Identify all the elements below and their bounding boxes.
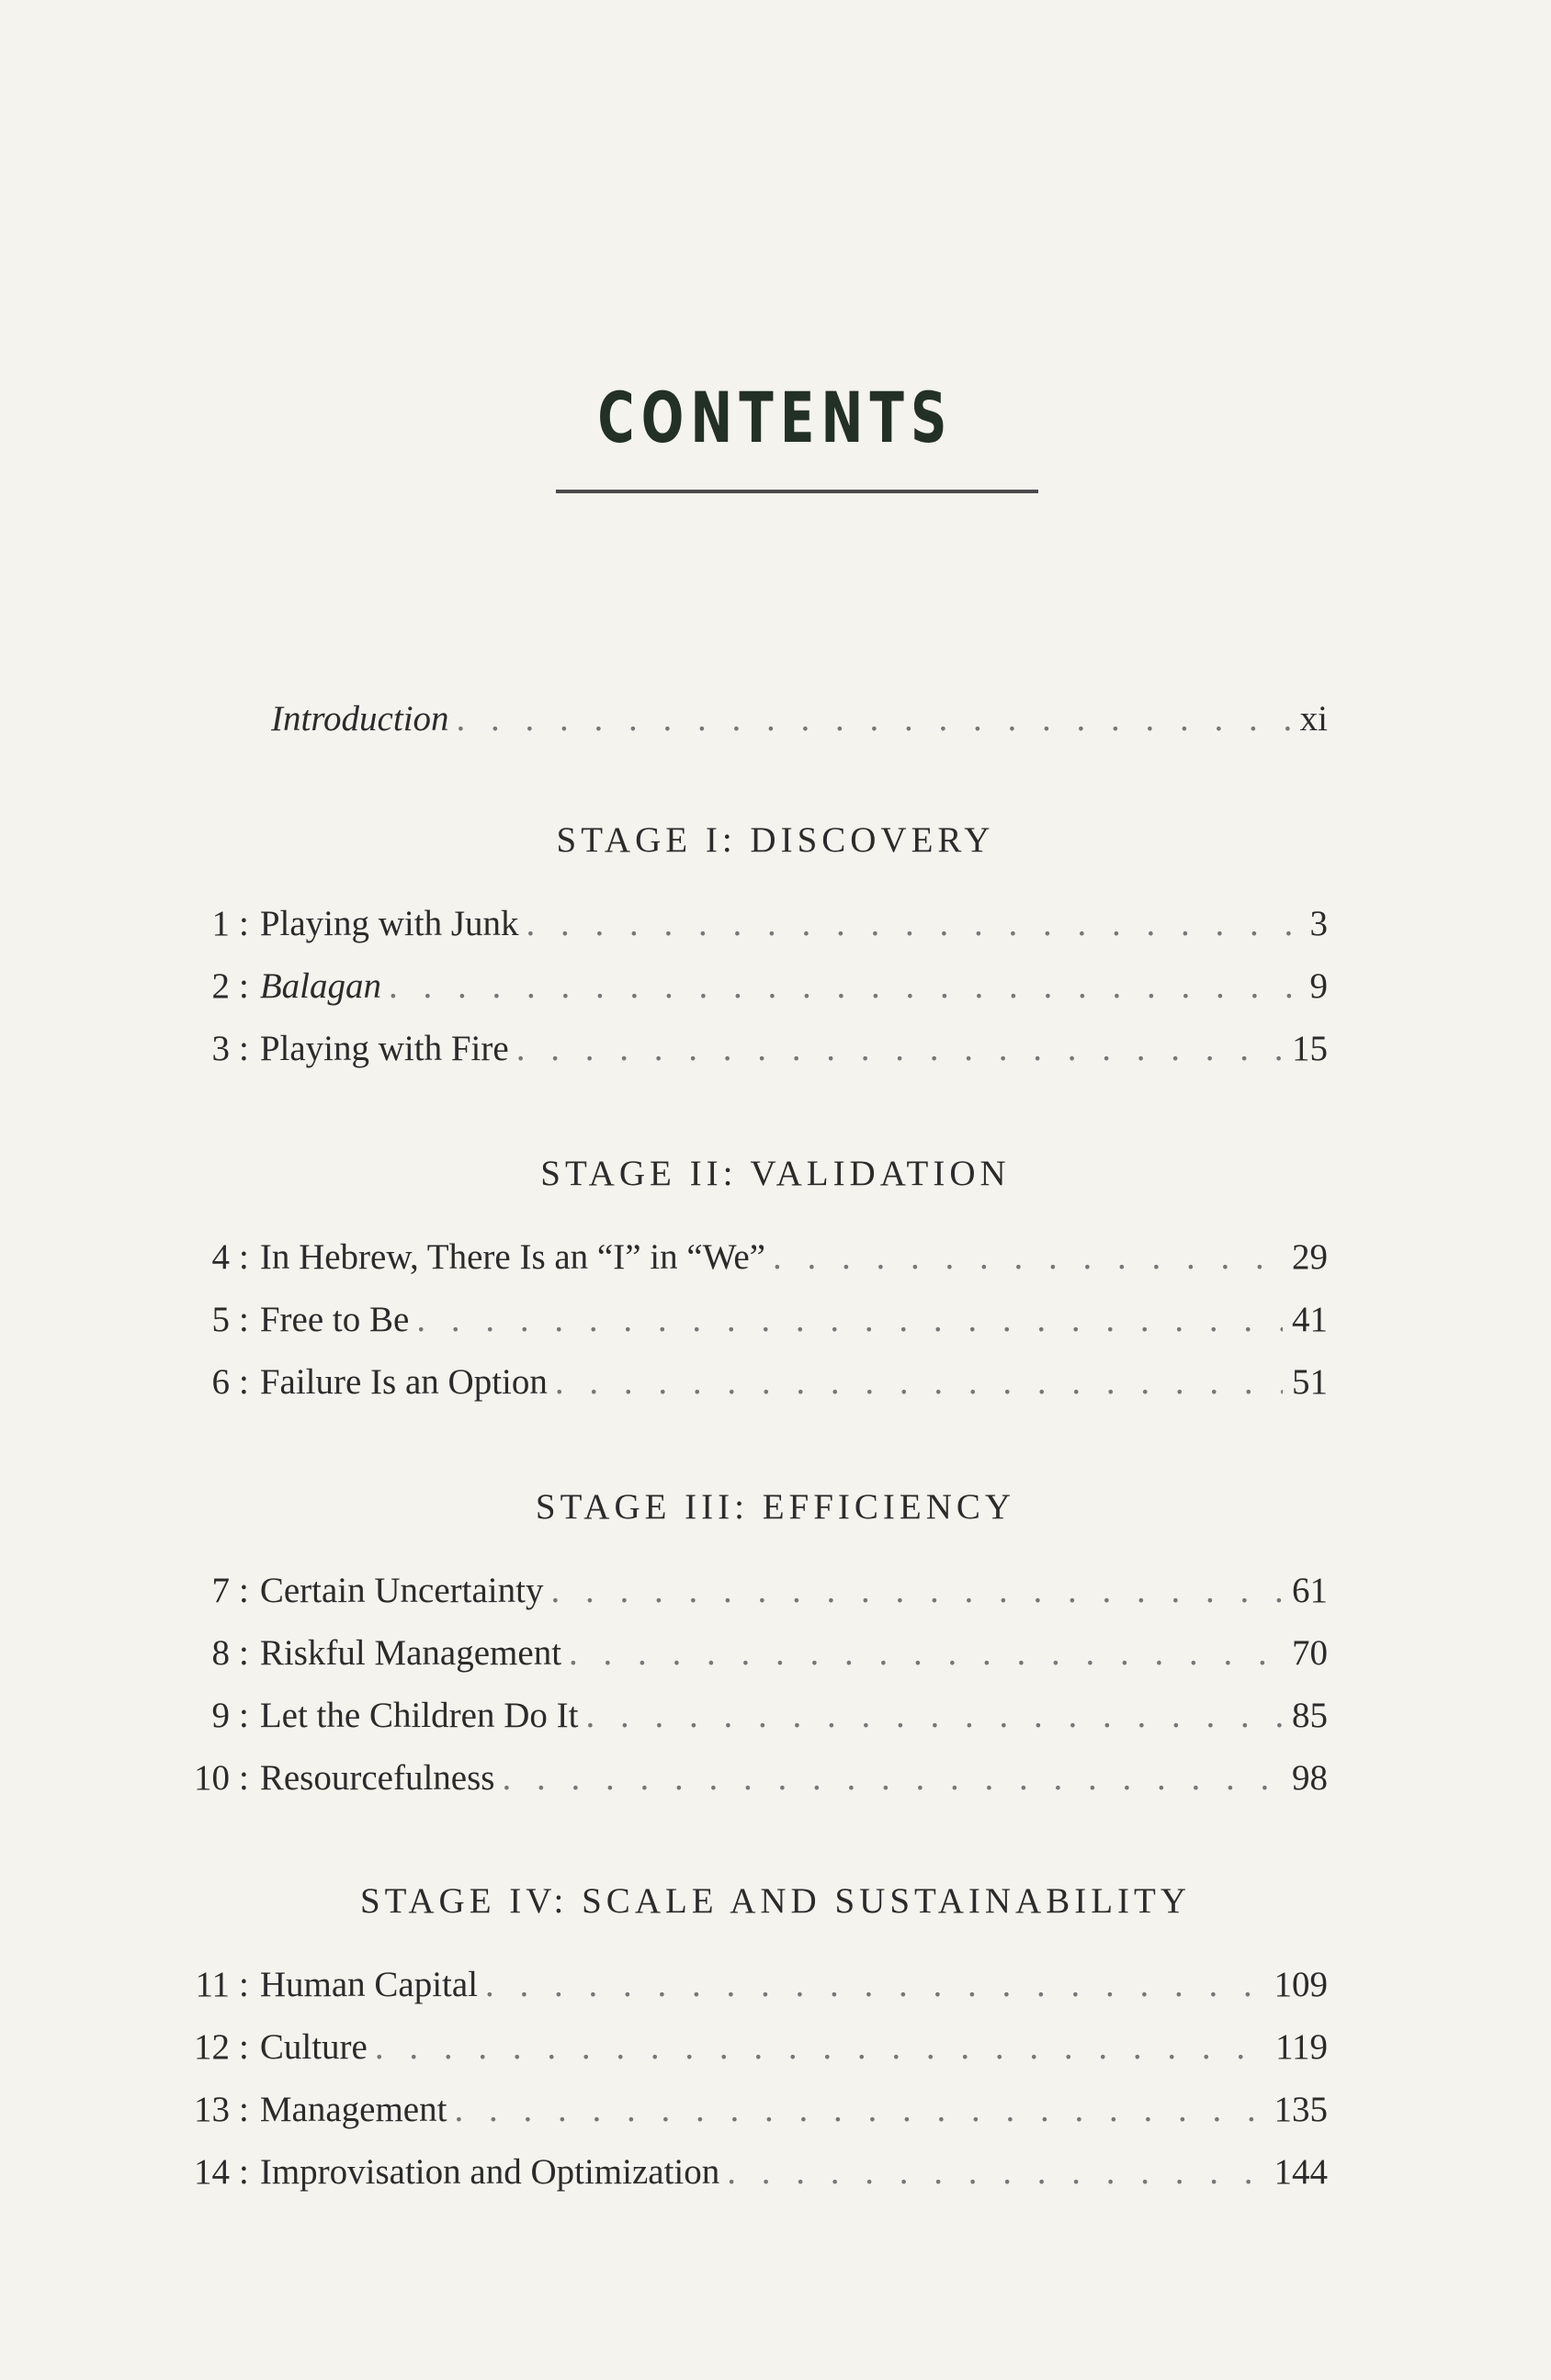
toc-entry[interactable]: 3 : Playing with Fire . . . 15 xyxy=(184,1031,1328,1066)
chapter-number: 12 xyxy=(194,2027,230,2067)
dot-leader xyxy=(485,1967,1264,2002)
toc-entry[interactable]: 12 : Culture . . . 119 xyxy=(184,2029,1328,2065)
toc-entry[interactable]: 14 : Improvisation and Optimization . . . 144 xyxy=(184,2154,1328,2190)
dot-leader xyxy=(727,2154,1264,2190)
stage-heading: STAGE I: DISCOVERY xyxy=(556,820,995,860)
chapter-page: 51 xyxy=(1292,1362,1328,1402)
chapter-page: 70 xyxy=(1292,1633,1328,1673)
chapter-number: 1 xyxy=(211,904,230,943)
chapter-page: 85 xyxy=(1292,1696,1328,1735)
dot-leader xyxy=(550,1573,1283,1608)
chapter-number: 4 xyxy=(211,1237,230,1277)
chapter-number: 10 xyxy=(194,1758,230,1798)
stage-heading: STAGE IV: SCALE AND SUSTAINABILITY xyxy=(359,1881,1191,1921)
chapter-number: 14 xyxy=(194,2152,230,2192)
chapter-number: 11 xyxy=(195,1965,230,2004)
dot-leader xyxy=(773,1239,1283,1275)
chapter-title: Failure Is an Option xyxy=(259,1362,548,1402)
chapter-page: 3 xyxy=(1309,904,1328,943)
entry-title: Introduction xyxy=(271,699,449,739)
chapter-title: Playing with Junk xyxy=(259,904,519,943)
toc-entry[interactable]: 11 : Human Capital . . . 109 xyxy=(184,1967,1328,2002)
chapter-page: 135 xyxy=(1274,2090,1328,2129)
dot-leader xyxy=(516,1031,1283,1066)
stage-heading: STAGE III: EFFICIENCY xyxy=(535,1487,1016,1527)
chapter-page: 109 xyxy=(1274,1965,1328,2004)
chapter-page: 98 xyxy=(1292,1758,1328,1798)
toc-entry[interactable]: 4 : In Hebrew, There Is an “I” in “We” . . . 29 xyxy=(184,1239,1328,1275)
page-title: CONTENTS xyxy=(597,377,954,458)
chapter-title: Riskful Management xyxy=(259,1633,562,1673)
dot-leader xyxy=(375,2029,1266,2065)
chapter-number: 7 xyxy=(211,1571,230,1610)
chapter-number: 9 xyxy=(211,1696,230,1735)
toc-entry[interactable]: 5 : Free to Be . . . 41 xyxy=(184,1302,1328,1337)
toc-entry[interactable]: 6 : Failure Is an Option . . . 51 xyxy=(184,1364,1328,1400)
chapter-title: Balagan xyxy=(259,966,382,1006)
toc-entry-introduction[interactable] xyxy=(271,701,1328,737)
dot-leader xyxy=(454,2092,1264,2127)
chapter-title: Improvisation and Optimization xyxy=(259,2152,720,2192)
dot-leader xyxy=(555,1364,1283,1400)
toc-entry[interactable]: 9 : Let the Children Do It . . . 85 xyxy=(184,1698,1328,1733)
chapter-title: Resourcefulness xyxy=(259,1758,495,1798)
chapter-page: 144 xyxy=(1274,2152,1328,2192)
chapter-page: 29 xyxy=(1292,1237,1328,1277)
dot-leader xyxy=(585,1698,1283,1733)
dot-leader xyxy=(389,968,1300,1004)
chapter-page: 15 xyxy=(1292,1029,1328,1068)
chapter-page: 41 xyxy=(1292,1300,1328,1339)
dot-leader xyxy=(569,1635,1283,1671)
chapter-page: 9 xyxy=(1309,966,1328,1006)
stage-heading: STAGE II: VALIDATION xyxy=(540,1154,1011,1193)
toc-entry[interactable]: 10 : Resourcefulness . . . 98 xyxy=(184,1760,1328,1796)
dot-leader xyxy=(457,701,1291,737)
chapter-title: Let the Children Do It xyxy=(259,1696,579,1735)
chapter-title: Free to Be xyxy=(259,1300,410,1339)
dot-leader xyxy=(502,1760,1283,1796)
toc-entry[interactable]: 1 : Playing with Junk . . . 3 xyxy=(184,906,1328,942)
dot-leader xyxy=(526,906,1301,942)
chapter-number: 2 xyxy=(211,966,230,1006)
toc-entry[interactable]: 2 : Balagan . . . 9 xyxy=(184,968,1328,1004)
entry-page: xi xyxy=(1299,699,1328,739)
chapter-title: Management xyxy=(259,2090,447,2129)
chapter-number: 6 xyxy=(211,1362,230,1402)
chapter-title: Playing with Fire xyxy=(259,1029,509,1068)
chapter-title: In Hebrew, There Is an “I” in “We” xyxy=(259,1237,765,1277)
chapter-page: 119 xyxy=(1274,2027,1328,2067)
chapter-title: Culture xyxy=(259,2027,368,2067)
chapter-title: Human Capital xyxy=(259,1965,479,2004)
dot-leader xyxy=(416,1302,1283,1337)
toc-entry[interactable]: 13 : Management . . . 135 xyxy=(184,2092,1328,2127)
chapter-number: 8 xyxy=(211,1633,230,1673)
chapter-number: 5 xyxy=(211,1300,230,1339)
chapter-number: 13 xyxy=(194,2090,230,2129)
chapter-page: 61 xyxy=(1292,1571,1328,1610)
chapter-title: Certain Uncertainty xyxy=(259,1571,544,1610)
toc-entry[interactable]: 7 : Certain Uncertainty . . . 61 xyxy=(184,1573,1328,1608)
toc-entry[interactable]: 8 : Riskful Management . . . 70 xyxy=(184,1635,1328,1671)
chapter-number: 3 xyxy=(211,1029,230,1068)
